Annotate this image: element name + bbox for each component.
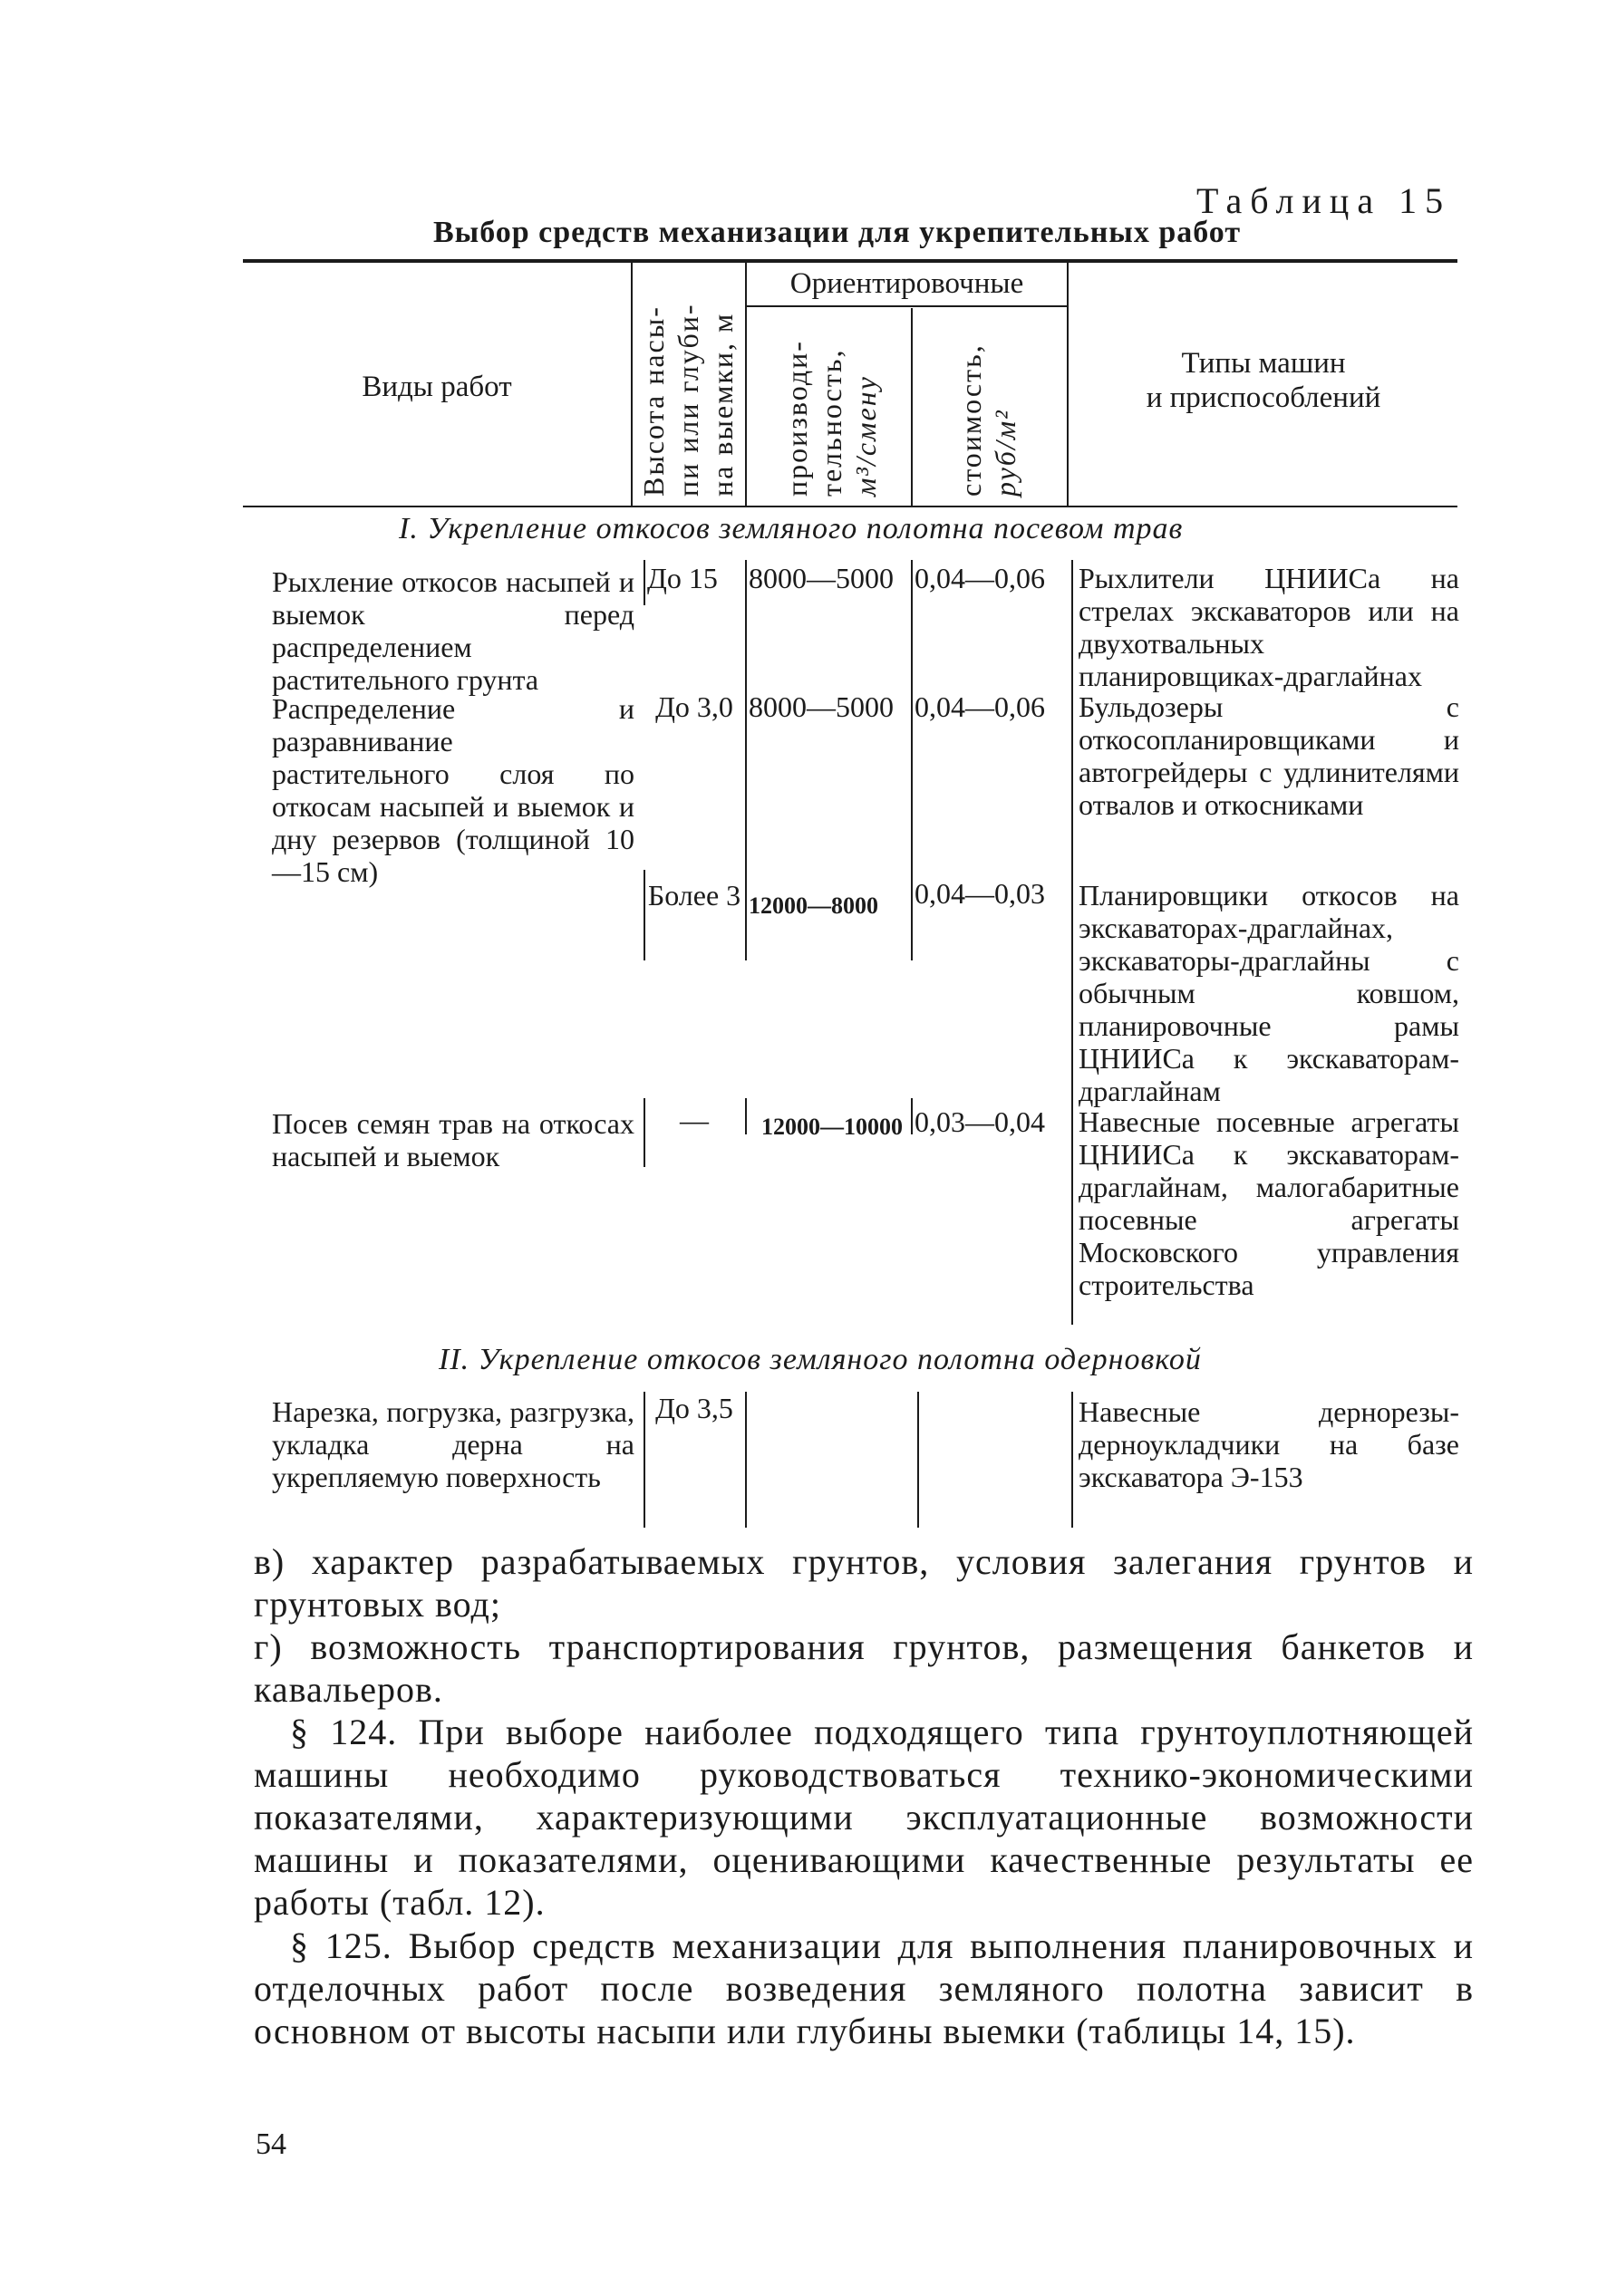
s1-divider-b3	[745, 1098, 747, 1134]
s2-divider-a	[644, 1392, 645, 1528]
header-height-line2: пи или глуби-	[672, 303, 704, 497]
table-top-rule	[243, 259, 1457, 263]
header-height-line1: Высота насы-	[637, 305, 670, 497]
s2-divider-b	[745, 1392, 747, 1528]
s1-divider-d2	[1071, 870, 1073, 1105]
header-productivity-line1: производи-	[780, 340, 813, 497]
row-3-height: Более 3	[647, 879, 741, 912]
header-cost-line2: руб/м²	[989, 409, 1021, 497]
s1-divider-c2	[911, 870, 913, 960]
row-4-machines: Навесные посевные агрегаты ЦНИИСа к экскаваторам-драглайнам, малогабаритные посевные агрегаты Московского управления строительства	[1079, 1105, 1459, 1301]
header-approx: Ориентировочные	[789, 267, 1024, 300]
header-divider-4	[1067, 263, 1069, 506]
row-2-cost: 0,04—0,06	[915, 690, 1045, 723]
header-divider-3	[911, 308, 913, 506]
row-4-height: —	[680, 1104, 709, 1136]
paragraph-g: г) возможность транспортирования грунтов, размещения банкетов и кавальеров.	[254, 1626, 1474, 1710]
row-5-work: Нарезка, погрузка, разгрузка, укладка дерна на укрепляемую поверхность	[272, 1395, 634, 1493]
row-1-height: До 15	[647, 562, 718, 594]
s1-divider-d3	[1071, 1098, 1073, 1325]
paragraph-124: § 124. При выборе наиболее подходящего типа грунтоуплотняющей машины необходимо руководствоваться технико-экономическими показателями, характеризующими эксплуатационные возможности машины и показателями, оценивающими качественные результаты ее работы (табл. 12).	[254, 1712, 1474, 1923]
header-height-line3: на выемки, м	[706, 312, 739, 497]
s1-divider-c3	[911, 1098, 913, 1134]
table-caption: Таблица 15	[1196, 180, 1452, 221]
header-productivity-line3: м³/смену	[849, 375, 882, 497]
table-title: Выбор средств механизации для укрепительных работ	[433, 216, 1242, 249]
page-number: 54	[256, 2127, 286, 2161]
header-machines-line2: и приспособлений	[1146, 381, 1381, 414]
row-3-productivity: 12000—8000	[749, 892, 878, 919]
section-1-title: I. Укрепление откосов земляного полотна посевом трав	[399, 512, 1184, 545]
row-4-productivity: 12000—10000	[761, 1114, 903, 1140]
header-machines	[1070, 346, 1457, 415]
header-bottom-rule	[243, 506, 1457, 507]
s1-divider-b2	[745, 870, 747, 960]
s2-divider-d	[1071, 1392, 1073, 1528]
row-2-height: До 3,0	[655, 690, 733, 723]
paragraph-125: § 125. Выбор средств механизации для выполнения планировочных и отделочных работ после возведения земляного полотна зависит в основном от высоты насыпи или глубины выемки (таблицы 14, 15).	[254, 1925, 1474, 2051]
header-work-types: Виды работ	[362, 371, 512, 403]
paragraph-v: в) характер разрабатываемых грунтов, условия залегания грунтов и грунтовых вод;	[254, 1541, 1474, 1625]
s1-divider-a3	[644, 1098, 645, 1167]
row-4-cost: 0,03—0,04	[915, 1105, 1045, 1138]
header-cost-line1: стоимость,	[954, 343, 987, 497]
row-3-machines: Планировщики откосов на экскаваторах-драглайнах, экскаваторы-драглайны с обычным ковшом, планировочные рамы ЦНИИСа к экскаваторам-драглайнам	[1079, 879, 1459, 1107]
row-4-work: Посев семян трав на откосах насыпей и выемок	[272, 1107, 634, 1172]
row-2-productivity: 8000—5000	[749, 690, 894, 723]
row-5-height: До 3,5	[655, 1392, 733, 1424]
header-machines-line1: Типы машин	[1181, 347, 1346, 380]
row-1-productivity: 8000—5000	[749, 562, 894, 594]
header-productivity-line2: тельность,	[815, 348, 847, 497]
header-subrule	[747, 305, 1067, 307]
s1-divider-a1	[644, 560, 645, 605]
section-2-title: II. Укрепление откосов земляного полотна одерновкой	[439, 1343, 1202, 1376]
s2-divider-c	[917, 1392, 919, 1528]
row-1-cost: 0,04—0,06	[915, 562, 1045, 594]
header-divider-1	[631, 263, 633, 506]
row-5-machines: Навесные дернорезы-дерноукладчики на базе экскаватора Э-153	[1079, 1395, 1459, 1493]
row-2-work: Распределение и разравнивание растительного слоя по откосам насыпей и выемок и дну резервов (толщиной 10—15 см)	[272, 692, 634, 888]
row-1-machines: Рыхлители ЦНИИСа на стрелах экскаваторов или на двухотвальных планировщиках-драглайнах	[1079, 562, 1459, 692]
row-1-work: Рыхление откосов насыпей и выемок перед распределением растительного грунта	[272, 565, 634, 696]
row-3-cost: 0,04—0,03	[915, 877, 1045, 910]
row-2-machines: Бульдозеры с откосопланировщиками и автогрейдеры с удлинителями отвалов и откосниками	[1079, 690, 1459, 821]
